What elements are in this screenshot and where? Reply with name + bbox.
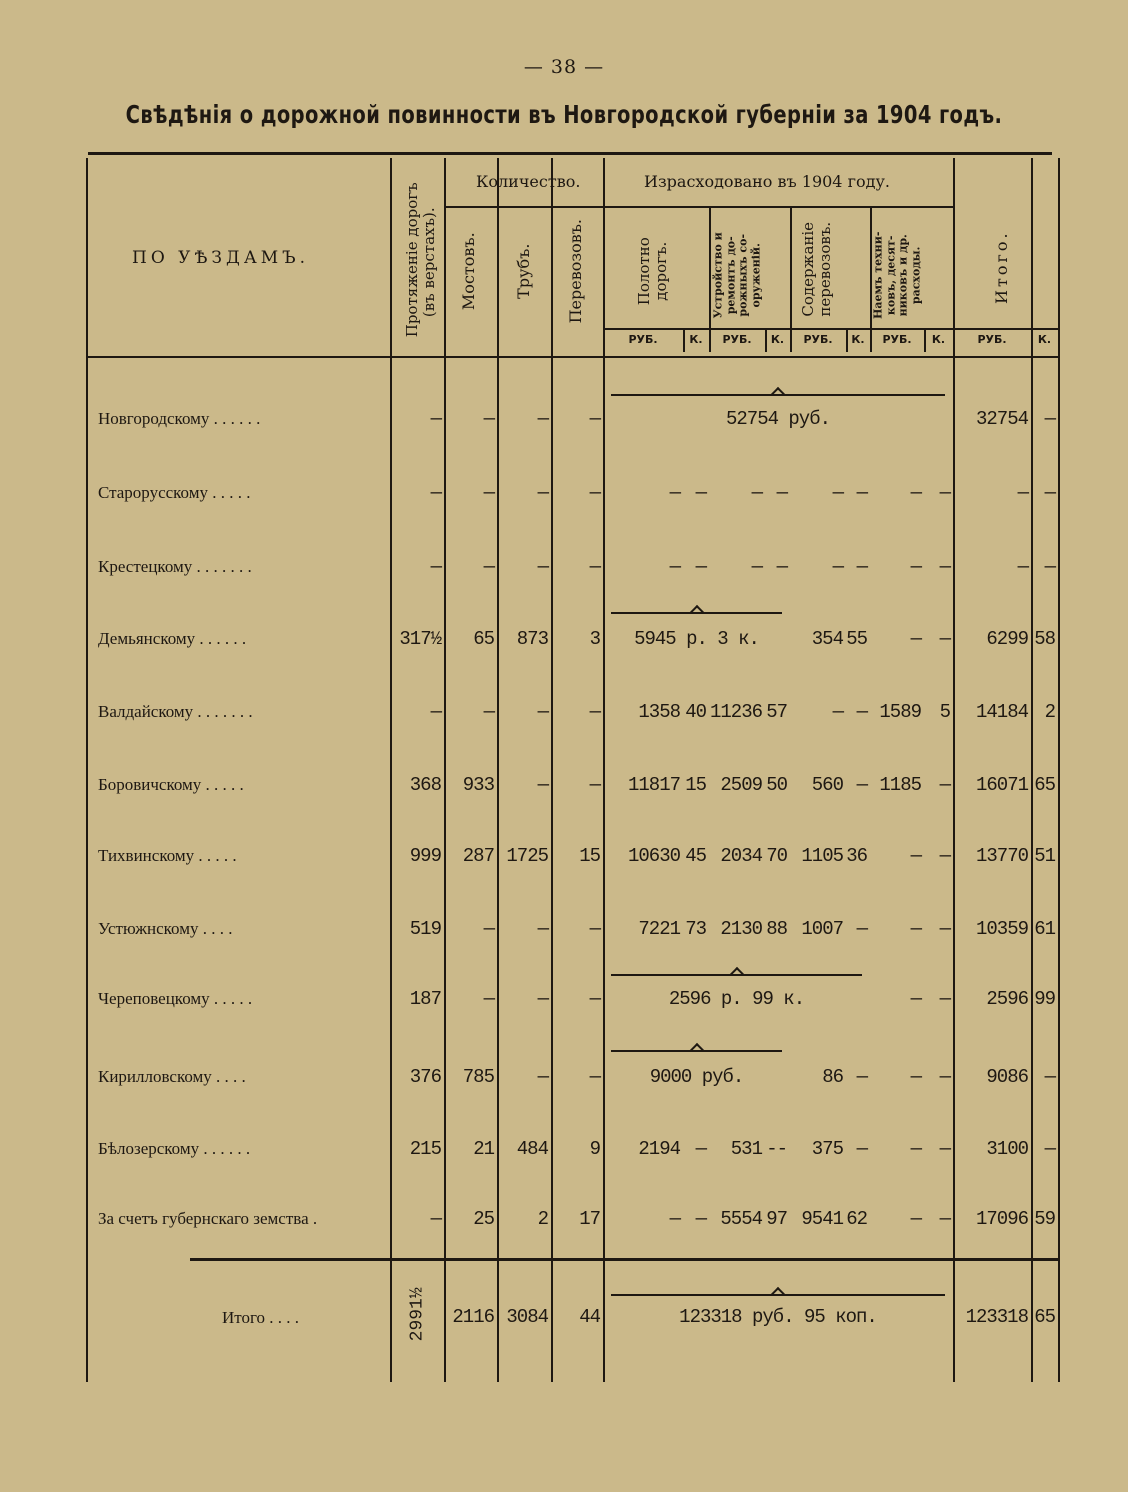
length-value: 317½ bbox=[399, 628, 441, 650]
total-rub: 14184 bbox=[975, 701, 1028, 723]
total-kop: — bbox=[1044, 482, 1055, 504]
bridges-value: — bbox=[483, 918, 494, 940]
district-name: Крестецкому . . . . . . . bbox=[98, 557, 252, 576]
pipes-value: — bbox=[537, 774, 548, 796]
merged-spent: 5945 р. 3 к. bbox=[634, 628, 759, 650]
merged-brace bbox=[611, 612, 782, 620]
table-border-left bbox=[86, 158, 88, 1382]
district-name: Старорусскому . . . . . bbox=[98, 483, 251, 502]
length-value: 519 bbox=[409, 918, 441, 940]
spent-cell: 1589 bbox=[879, 701, 921, 723]
length-value: 999 bbox=[409, 845, 441, 867]
ferries-value: — bbox=[589, 988, 600, 1010]
spent-cell: — bbox=[695, 556, 706, 578]
length-value: 376 bbox=[409, 1066, 441, 1088]
spent-cell: 36 bbox=[846, 845, 867, 867]
spent-cell: — bbox=[776, 556, 787, 578]
ferries-value: 3 bbox=[589, 628, 600, 650]
spent-cell: — bbox=[832, 701, 843, 723]
ferries-value: — bbox=[589, 1066, 600, 1088]
district-name: Бѣлозерскому . . . . . . bbox=[98, 1139, 251, 1158]
spent-cell: — bbox=[939, 482, 950, 504]
district-name: Устюжнскому . . . . bbox=[98, 919, 233, 938]
unit-label-rub: РУБ. bbox=[882, 333, 912, 346]
merged-spent: 2596 р. 99 к. bbox=[668, 988, 805, 1010]
bridges-value: 21 bbox=[473, 1138, 494, 1160]
spent-cell: 5554 bbox=[720, 1208, 762, 1230]
total-kop: 51 bbox=[1034, 845, 1055, 867]
spent-cell: 9541 bbox=[801, 1208, 843, 1230]
total-rub: 17096 bbox=[975, 1208, 1028, 1230]
spent-cell: 70 bbox=[766, 845, 787, 867]
ferries-value: — bbox=[589, 918, 600, 940]
spent-cell: 97 bbox=[766, 1208, 787, 1230]
grand-total-kop: 65 bbox=[1034, 1306, 1055, 1328]
district-name: Валдайскому . . . . . . . bbox=[98, 702, 253, 721]
top-rule bbox=[88, 152, 1052, 155]
spent-cell: — bbox=[695, 1138, 706, 1160]
spent-cell: — bbox=[939, 845, 950, 867]
unit-label-rub: РУБ. bbox=[803, 333, 833, 346]
spent-cell: 45 bbox=[685, 845, 706, 867]
length-value: — bbox=[430, 1208, 441, 1230]
spent-cell: 86 bbox=[822, 1066, 843, 1088]
spent-cell: 1358 bbox=[638, 701, 680, 723]
bridges-value: 287 bbox=[462, 845, 494, 867]
unit-label-kop: К. bbox=[931, 333, 946, 346]
bridges-value: — bbox=[483, 701, 494, 723]
units-rule bbox=[603, 328, 1058, 330]
spent-cell: -- bbox=[766, 1138, 787, 1160]
total-kop: — bbox=[1044, 1138, 1055, 1160]
bridges-value: — bbox=[483, 482, 494, 504]
spent-cell: 2194 bbox=[638, 1138, 680, 1160]
spent-cell: — bbox=[939, 1208, 950, 1230]
spent-cell: — bbox=[856, 482, 867, 504]
ferries-value: — bbox=[589, 701, 600, 723]
spent-cell: — bbox=[832, 556, 843, 578]
total-rub: — bbox=[1017, 556, 1028, 578]
grand-total-rub: 123318 bbox=[965, 1306, 1028, 1328]
spent-cell: — bbox=[939, 1066, 950, 1088]
col-divider bbox=[390, 158, 392, 1382]
total-rule bbox=[190, 1258, 1058, 1261]
merged-brace bbox=[611, 394, 945, 402]
total-rub: 6299 bbox=[986, 628, 1028, 650]
page-title: Свѣдѣнія о дорожной повинности въ Новгородской губерніи за 1904 годъ. bbox=[125, 100, 1003, 129]
table-border-right bbox=[1058, 158, 1060, 1382]
unit-label-kop: К. bbox=[689, 333, 703, 346]
total-kop: 99 bbox=[1034, 988, 1055, 1010]
pipes-value: — bbox=[537, 482, 548, 504]
bridges-header: Мостовъ. bbox=[458, 232, 478, 311]
spent-cell: — bbox=[910, 918, 921, 940]
length-value: — bbox=[430, 408, 441, 430]
ferries-value: 17 bbox=[579, 1208, 600, 1230]
district-name: Новгородскому . . . . . . bbox=[98, 409, 261, 428]
spent-cell: — bbox=[910, 845, 921, 867]
spent-cell: — bbox=[939, 774, 950, 796]
spent-cell: 375 bbox=[811, 1138, 843, 1160]
spent-cell: 2130 bbox=[720, 918, 762, 940]
bridges-value: — bbox=[483, 556, 494, 578]
pipes-value: 873 bbox=[516, 628, 548, 650]
total-kop: 58 bbox=[1034, 628, 1055, 650]
ferries-value: — bbox=[589, 774, 600, 796]
spent-cell: — bbox=[669, 482, 680, 504]
total-rub: 10359 bbox=[975, 918, 1028, 940]
total-kop: 59 bbox=[1034, 1208, 1055, 1230]
total-rub: — bbox=[1017, 482, 1028, 504]
spent-cell: 1185 bbox=[879, 774, 921, 796]
total-kop: 61 bbox=[1034, 918, 1055, 940]
spent-cell: — bbox=[910, 482, 921, 504]
spent-cell: — bbox=[669, 1208, 680, 1230]
total-header: Итого. bbox=[991, 230, 1011, 304]
ferries-header: Перевозовъ. bbox=[565, 218, 585, 324]
spent-cell: 55 bbox=[846, 628, 867, 650]
unit-label-kop: К. bbox=[770, 333, 785, 346]
bridges-value: 25 bbox=[473, 1208, 494, 1230]
header-bottom-rule bbox=[88, 356, 1058, 358]
structures-header: Устройство и ремонтъ до- рожныхъ со- оруженій. bbox=[711, 232, 763, 319]
length-value: — bbox=[430, 482, 441, 504]
spent-cell: — bbox=[910, 1208, 921, 1230]
total-kop: — bbox=[1044, 556, 1055, 578]
spent-cell: — bbox=[910, 556, 921, 578]
pipes-value: — bbox=[537, 701, 548, 723]
spent-cell: 560 bbox=[811, 774, 843, 796]
spent-cell: — bbox=[910, 988, 921, 1010]
pipes-value: 1725 bbox=[506, 845, 548, 867]
spent-cell: 2034 bbox=[720, 845, 762, 867]
bridges-value: 65 bbox=[473, 628, 494, 650]
total-kop: — bbox=[1044, 1066, 1055, 1088]
spent-cell: 15 bbox=[685, 774, 706, 796]
ferries-value: — bbox=[589, 482, 600, 504]
spent-cell: 354 bbox=[811, 628, 843, 650]
pipes-value: — bbox=[537, 1066, 548, 1088]
total-spent: 123318 руб. 95 коп. bbox=[679, 1306, 877, 1328]
ferries-value: — bbox=[589, 556, 600, 578]
spent-cell: — bbox=[910, 1066, 921, 1088]
spent-cell: 88 bbox=[766, 918, 787, 940]
total-kop: 65 bbox=[1034, 774, 1055, 796]
hire-header: Наемъ техни- ковъ, десят- никовъ и др. расходы. bbox=[871, 231, 923, 320]
total-brace bbox=[611, 1294, 945, 1302]
unit-label-kop: К. bbox=[851, 333, 865, 346]
spent-cell: — bbox=[695, 1208, 706, 1230]
spent-cell: — bbox=[856, 1066, 867, 1088]
spent-cell: 10630 bbox=[627, 845, 680, 867]
pipes-header: Трубъ. bbox=[513, 243, 533, 299]
total-rub: 9086 bbox=[986, 1066, 1028, 1088]
subcol-divider bbox=[790, 206, 792, 352]
unit-label-rub: РУБ. bbox=[977, 333, 1007, 346]
pipes-value: — bbox=[537, 988, 548, 1010]
spent-cell: — bbox=[856, 556, 867, 578]
spent-cell: — bbox=[856, 1138, 867, 1160]
spent-cell: 62 bbox=[846, 1208, 867, 1230]
ferries-value: — bbox=[589, 408, 600, 430]
length-value: 215 bbox=[409, 1138, 441, 1160]
spent-cell: — bbox=[939, 628, 950, 650]
length-value: 368 bbox=[409, 774, 441, 796]
spent-cell: 50 bbox=[766, 774, 787, 796]
total-rub: 2596 bbox=[986, 988, 1028, 1010]
spent-cell: 7221 bbox=[638, 918, 680, 940]
total-kop: — bbox=[1044, 408, 1055, 430]
spent-cell: 2509 bbox=[720, 774, 762, 796]
col-divider bbox=[444, 158, 446, 1382]
quantity-header: Количество. bbox=[476, 172, 581, 191]
total-rub: 3100 bbox=[986, 1138, 1028, 1160]
merged-brace bbox=[611, 1050, 782, 1058]
total-label: Итого . . . . bbox=[222, 1308, 300, 1327]
district-name: Кирилловскому . . . . bbox=[98, 1067, 246, 1086]
ferry-upkeep-header: Содержаніе перевозовъ. bbox=[798, 221, 834, 317]
page-number: — 38 — bbox=[523, 56, 605, 78]
spent-cell: 531 bbox=[730, 1138, 762, 1160]
spent-cell: 5 bbox=[939, 701, 950, 723]
district-header: ПО УѢЗДАМЪ. bbox=[132, 248, 310, 268]
col-divider bbox=[551, 158, 553, 1382]
roadbed-header: Полотно дорогъ. bbox=[634, 237, 670, 306]
spent-cell: — bbox=[939, 1138, 950, 1160]
district-name: Тихвинскому . . . . . bbox=[98, 846, 237, 865]
bridges-value: — bbox=[483, 408, 494, 430]
pipes-value: — bbox=[537, 556, 548, 578]
unit-label-rub: РУБ. bbox=[722, 333, 752, 346]
total-bridges: 2116 bbox=[452, 1306, 494, 1328]
pipes-value: — bbox=[537, 918, 548, 940]
spent-cell: — bbox=[751, 482, 762, 504]
spent-cell: — bbox=[939, 918, 950, 940]
spent-cell: 1105 bbox=[801, 845, 843, 867]
bridges-value: 785 bbox=[462, 1066, 494, 1088]
unit-label-kop: К. bbox=[1037, 333, 1052, 346]
spent-cell: — bbox=[856, 918, 867, 940]
merged-spent: 9000 руб. bbox=[649, 1066, 744, 1088]
spent-cell: — bbox=[856, 774, 867, 796]
length-value: — bbox=[430, 701, 441, 723]
spent-cell: 73 bbox=[685, 918, 706, 940]
spent-cell: — bbox=[910, 628, 921, 650]
total-rub: 32754 bbox=[975, 408, 1028, 430]
spent-cell: 1007 bbox=[801, 918, 843, 940]
total-ferries: 44 bbox=[579, 1306, 600, 1328]
col-divider bbox=[497, 158, 499, 1382]
spent-cell: — bbox=[832, 482, 843, 504]
spent-cell: — bbox=[751, 556, 762, 578]
total-rub: 16071 bbox=[975, 774, 1028, 796]
subcol-divider bbox=[709, 206, 711, 352]
spent-cell: 40 bbox=[685, 701, 706, 723]
spent-cell: 11817 bbox=[627, 774, 680, 796]
length-value: 187 bbox=[409, 988, 441, 1010]
length-value: — bbox=[430, 556, 441, 578]
spent-cell: — bbox=[910, 1138, 921, 1160]
district-name: Череповецкому . . . . . bbox=[98, 989, 253, 1008]
pipes-value: 484 bbox=[516, 1138, 548, 1160]
merged-spent: 52754 руб. bbox=[725, 408, 831, 430]
bridges-value: 933 bbox=[462, 774, 494, 796]
unit-label-rub: РУБ. bbox=[628, 333, 658, 346]
district-name: Боровичскому . . . . . bbox=[98, 775, 244, 794]
total-pipes: 3084 bbox=[506, 1306, 548, 1328]
total-kop: 2 bbox=[1044, 701, 1055, 723]
district-name: Демьянскому . . . . . . bbox=[98, 629, 247, 648]
district-name: За счетъ губернскаго земства . bbox=[98, 1209, 318, 1228]
spent-cell: — bbox=[939, 988, 950, 1010]
ferries-value: 15 bbox=[579, 845, 600, 867]
spent-cell: — bbox=[939, 556, 950, 578]
spent-cell: — bbox=[669, 556, 680, 578]
spent-cell: — bbox=[695, 482, 706, 504]
total-rub: 13770 bbox=[975, 845, 1028, 867]
spent-cell: 11236 bbox=[709, 701, 762, 723]
merged-brace bbox=[611, 974, 862, 982]
spent-cell: — bbox=[856, 701, 867, 723]
spent-cell: — bbox=[776, 482, 787, 504]
pipes-value: — bbox=[537, 408, 548, 430]
spent-header: Израсходовано въ 1904 году. bbox=[644, 172, 890, 191]
bridges-value: — bbox=[483, 988, 494, 1010]
length-header: Протяженіе дорогъ (въ верстахъ). bbox=[402, 182, 438, 338]
spent-cell: 57 bbox=[766, 701, 787, 723]
pipes-value: 2 bbox=[537, 1208, 548, 1230]
ferries-value: 9 bbox=[589, 1138, 600, 1160]
total-length: 2991½ bbox=[407, 1287, 428, 1342]
